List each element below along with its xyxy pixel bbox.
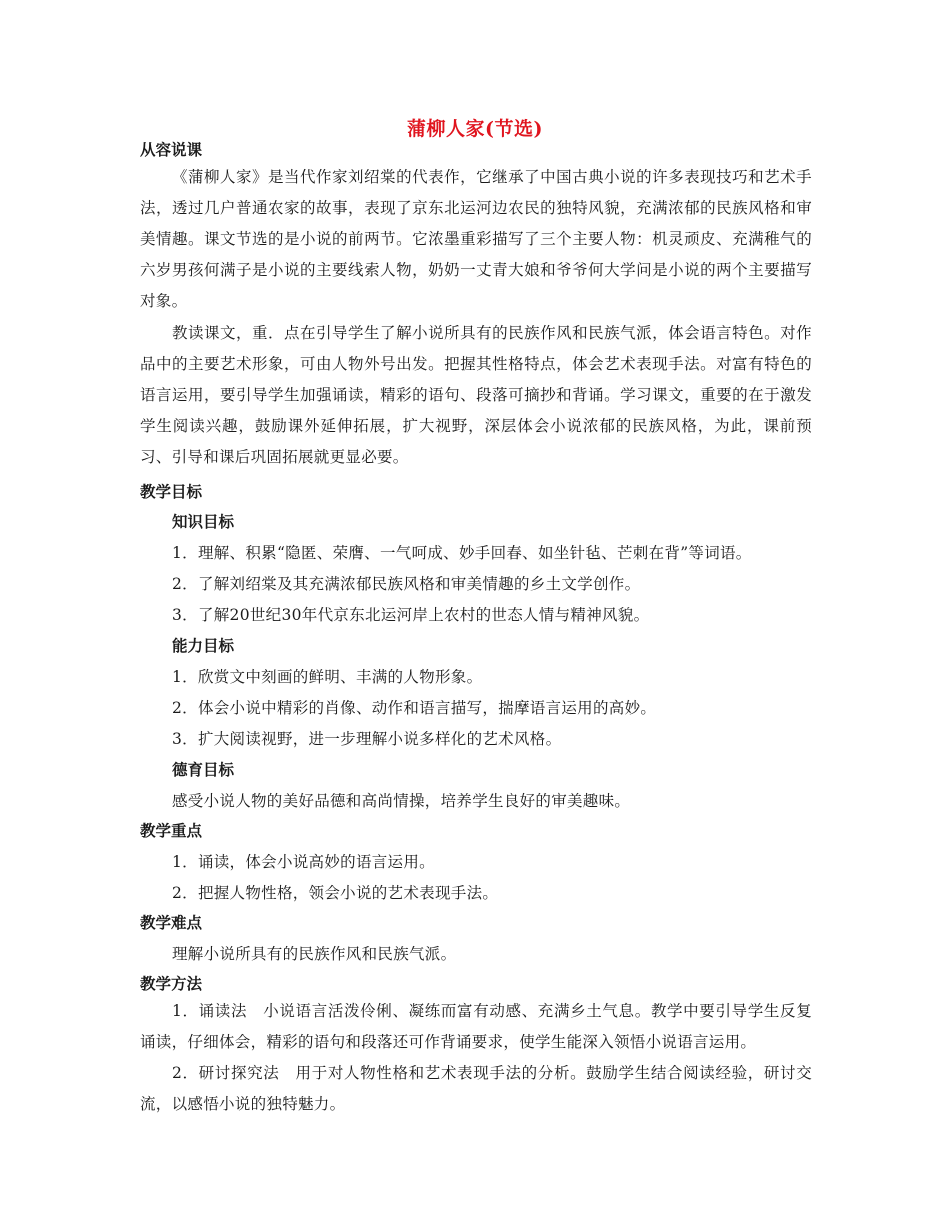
subheading-ability: 能力目标 bbox=[172, 637, 235, 655]
focus-item: 2．把握人物性格，领会小说的艺术表现手法。 bbox=[172, 884, 499, 902]
section-heading-methods: 教学方法 bbox=[140, 975, 203, 993]
focus-item: 1．诵读，体会小说高妙的语言运用。 bbox=[172, 853, 435, 871]
intro-paragraph-2: 教读课文，重．点在引导学生了解小说所具有的民族作风和民族气派，体会语言特色。对作品中的主要艺术形象，可由人物外号出发。把握其性格特点，体会艺术表现手法。对富有特色的语言运用，要引导学生加强诵读，精彩的语句、段落可摘抄和背诵。学习课文，重要的在于激发学生阅读兴趣，鼓励课外延伸拓展，扩大视野，深层体会小说浓郁的民族风格，为此，课前预习、引导和课后巩固拓展就更显必要。 bbox=[140, 324, 812, 466]
ability-item: 2．体会小说中精彩的肖像、动作和语言描写，揣摩语言运用的高妙。 bbox=[172, 699, 657, 717]
section-heading-goals: 教学目标 bbox=[140, 483, 203, 501]
ability-item: 3．扩大阅读视野，进一步理解小说多样化的艺术风格。 bbox=[172, 730, 562, 748]
knowledge-item: 2．了解刘绍棠及其充满浓郁民族风格和审美情趣的乡土文学创作。 bbox=[172, 575, 641, 593]
moral-text: 感受小说人物的美好品德和高尚情操，培养学生良好的审美趣味。 bbox=[172, 792, 631, 810]
methods-paragraph-1: 1．诵读法 小说语言活泼伶俐、凝练而富有动感、充满乡土气息。教学中要引导学生反复诵读，仔细体会，精彩的语句和段落还可作背诵要求，使学生能深入领悟小说语言运用。 bbox=[140, 1002, 812, 1051]
knowledge-item: 1．理解、积累“隐匿、荣膺、一气呵成、妙手回春、如坐针毡、芒刺在背”等词语。 bbox=[172, 544, 752, 562]
subheading-moral: 德育目标 bbox=[172, 761, 235, 779]
knowledge-item: 3．了解20世纪30年代京东北运河岸上农村的世态人情与精神风貌。 bbox=[172, 606, 650, 624]
section-heading-focus: 教学重点 bbox=[140, 822, 203, 840]
intro-paragraph-1: 《蒲柳人家》是当代作家刘绍棠的代表作，它继承了中国古典小说的许多表现技巧和艺术手法，透过几户普通农家的故事，表现了京东北运河边农民的独特风貌，充满浓郁的民族风格和审美情趣。课文节选的是小说的前两节。它浓墨重彩描写了三个主要人物：机灵顽皮、充满稚气的六岁男孩何满子是小说的主要线索人物，奶奶一丈青大娘和爷爷何大学问是小说的两个主要描写对象。 bbox=[140, 168, 812, 310]
difficulty-text: 理解小说所具有的民族作风和民族气派。 bbox=[172, 945, 457, 963]
section-heading-intro: 从容说课 bbox=[140, 141, 203, 159]
document-title: 蒲柳人家(节选) bbox=[407, 118, 543, 140]
subheading-knowledge: 知识目标 bbox=[172, 513, 235, 531]
section-heading-difficulty: 教学难点 bbox=[140, 914, 203, 932]
methods-paragraph-2: 2．研讨探究法 用于对人物性格和艺术表现手法的分析。鼓励学生结合阅读经验，研讨交流，以感悟小说的独特魅力。 bbox=[140, 1064, 812, 1113]
ability-item: 1．欣赏文中刻画的鲜明、丰满的人物形象。 bbox=[172, 668, 483, 686]
